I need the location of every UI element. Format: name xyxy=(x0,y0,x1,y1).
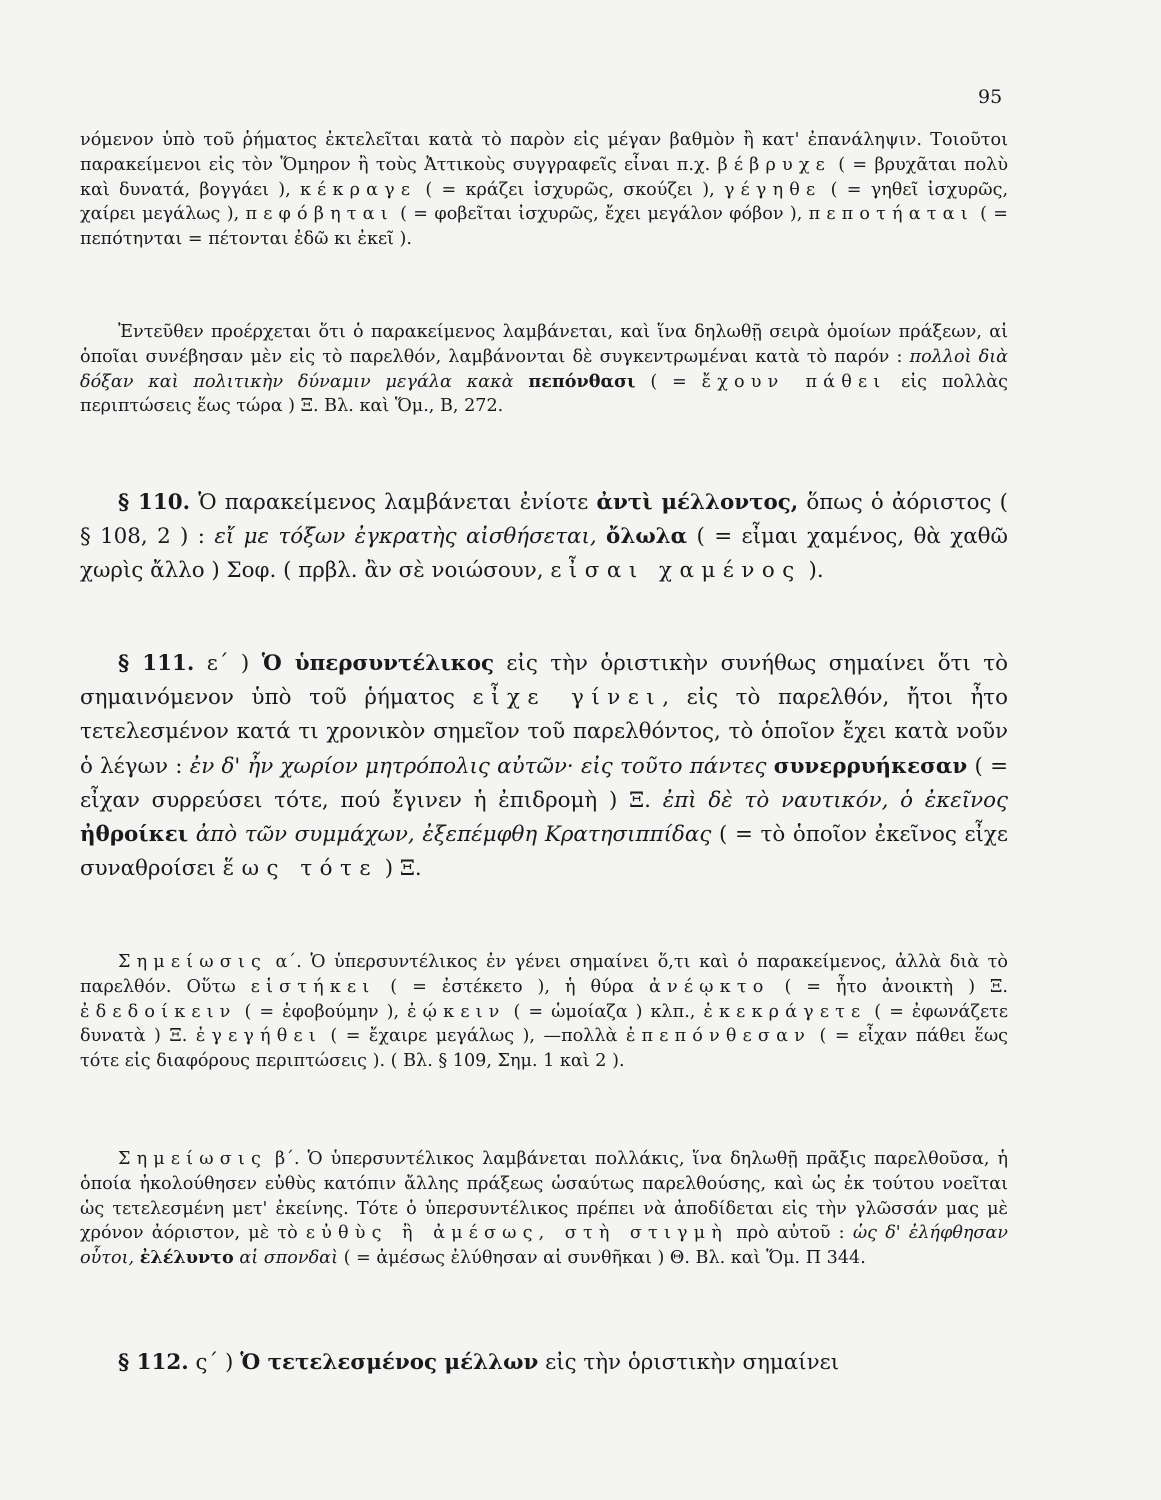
note-alpha: Σημείωσις α΄. Ὁ ὑπερσυντέλικος ἐν γένει σημαίνει ὅ,τι καὶ ὁ παρακείμενος, ἀλλὰ διὰ τὸ παρελθόν. Οὕτω εἱστήκει ( = ἐστέκετο ), ἡ θύρα ἀνέῳκτο ( = ἦτο ἀνοικτὴ ) Ξ. ἐδεδοίκειν ( = ἐφοβούμην ), ἐῴκειν ( = ὡμοίαζα ) κλπ., ἐκεκράγετε ( = ἐφωνάζετε δυνατὰ ) Ξ. ἐγεγήθει ( = ἔχαιρε μεγάλως ), —πολλὰ ἐπεπόνθεσαν ( = εἶχαν πάθει ἕως τότε εἰς διαφόρους περιπτώσεις ). ( Βλ. § 109, Σημ. 1 καὶ 2 ). xyxy=(80,952,1009,1072)
section-112: § 112. ς΄ ) Ὁ τετελεσμένος μέλλων εἰς τὴν ὁριστικὴν σημαίνει xyxy=(118,1350,840,1375)
section-110: § 110. Ὁ παρακείμενος λαμβάνεται ἐνίοτε ἀντὶ μέλλοντος, ὅπως ὁ ἀόριστος ( § 108, 2 ) : εἴ με τόξων ἐγκρατὴς αἰσθήσεται, ὄλωλα ( = εἶμαι χαμένος, θὰ χαθῶ χωρὶς ἄλλο ) Σοφ. ( πρβλ. ἂν σὲ νοιώσουν, εἶσαι χαμένος ). xyxy=(80,490,1008,584)
section-number: § 111. xyxy=(118,651,195,676)
section-heading: Ὁ τετελεσμένος μέλλων xyxy=(240,1350,539,1375)
note-beta: Σημείωσις β΄. Ὁ ὑπερσυντέλικος λαμβάνεται πολλάκις, ἵνα δηλωθῇ πρᾶξις παρελθοῦσα, ἡ ὁποία ἠκολούθησεν εὐθὺς κατόπιν ἄλλης πράξεως ὡσαύτως παρελθούσης, καὶ ὡς ἐκ τούτου νοεῖται ὡς τετελεσμένη μετ' ἐκείνης. Τότε ὁ ὑπερσυντέλικος πρέπει νὰ ἀποδίδεται εἰς τὴν γλῶσσάν μας μὲ χρόνον ἀόριστον, μὲ τὸ εὐθὺς ἢ ἀμέσως, στὴ στιγμὴ πρὸ αὐτοῦ : ὡς δ' ἐλήφθησαν οὗτοι, ἐλέλυντο αἱ σπονδαὶ ( = ἀμέσως ἐλύθησαν αἱ συνθῆκαι ) Θ. Βλ. καὶ Ὅμ. Π 344. xyxy=(80,1149,1009,1269)
paragraph-perfect-series: Ἐντεῦθεν προέρχεται ὅτι ὁ παρακείμενος λαμβάνεται, καὶ ἵνα δηλωθῇ σειρὰ ὁμοίων πράξεων, αἱ ὁποῖαι συνέβησαν μὲν εἰς τὸ παρελθόν, λαμβάνονται δὲ συγκεντρωμέναι κατὰ τὸ παρόν : πολλοὶ διὰ δόξαν καὶ πολιτικὴν δύναμιν μεγάλα κακὰ πεπόνθασι ( = ἔχουν πάθει εἰς πολλὰς περιπτώσεις ἕως τώρα ) Ξ. Βλ. καὶ Ὅμ., Β, 272. xyxy=(80,322,1009,417)
section-number: § 110. xyxy=(118,490,191,515)
paragraph-intro: νόμενον ὑπὸ τοῦ ῥήματος ἐκτελεῖται κατὰ τὸ παρὸν εἰς μέγαν βαθμὸν ἢ κατ' ἐπανάληψιν. Τοιοῦτοι παρακείμενοι εἰς τὸν Ὅμηρον ἢ τοὺς Ἀττικοὺς συγγραφεῖς εἶναι π.χ. βέβρυχε ( = βρυχᾶται πολὺ καὶ δυνατά, βογγάει ), κέκραγε ( = κράζει ἰσχυρῶς, σκούζει ), γέγηθε ( = γηθεῖ ἰσχυρῶς, χαίρει μεγάλως ), πεφόβηται ( = φοβεῖται ἰσχυρῶς, ἔχει μεγάλον φόβον ), πεποτήαται ( = πεπότηνται = πέτονται ἐδῶ κι ἐκεῖ ). xyxy=(80,130,1009,250)
section-heading: Ὁ ὑπερσυντέλικος xyxy=(261,651,494,676)
section-111: § 111. ε΄ ) Ὁ ὑπερσυντέλικος εἰς τὴν ὁριστικὴν συνήθως σημαίνει ὅτι τὸ σημαινόμενον ὑπὸ τοῦ ῥήματος εἶχε γίνει, εἰς τὸ παρελθόν, ἤτοι ἦτο τετελεσμένον κατά τι χρονικὸν σημεῖον τοῦ παρελθόντος, τὸ ὁποῖον ἔχει κατὰ νοῦν ὁ λέγων : ἐν δ' ἦν χωρίον μητρόπολις αὐτῶν· εἰς τοῦτο πάντες συνερρυήκεσαν ( = εἶχαν συρρεύσει τότε, πού ἔγινεν ἡ ἐπιδρομὴ ) Ξ. ἐπὶ δὲ τὸ ναυτικόν, ὁ ἐκεῖνος ἠθροίκει ἀπὸ τῶν συμμάχων, ἐξεπέμφθη Κρατησιππίδας ( = τὸ ὁποῖον ἐκεῖνος εἶχε συναθροίσει ἕως τότε ) Ξ. xyxy=(80,651,1009,882)
page-number: 95 xyxy=(978,86,1003,108)
section-number: § 112. xyxy=(118,1350,189,1375)
